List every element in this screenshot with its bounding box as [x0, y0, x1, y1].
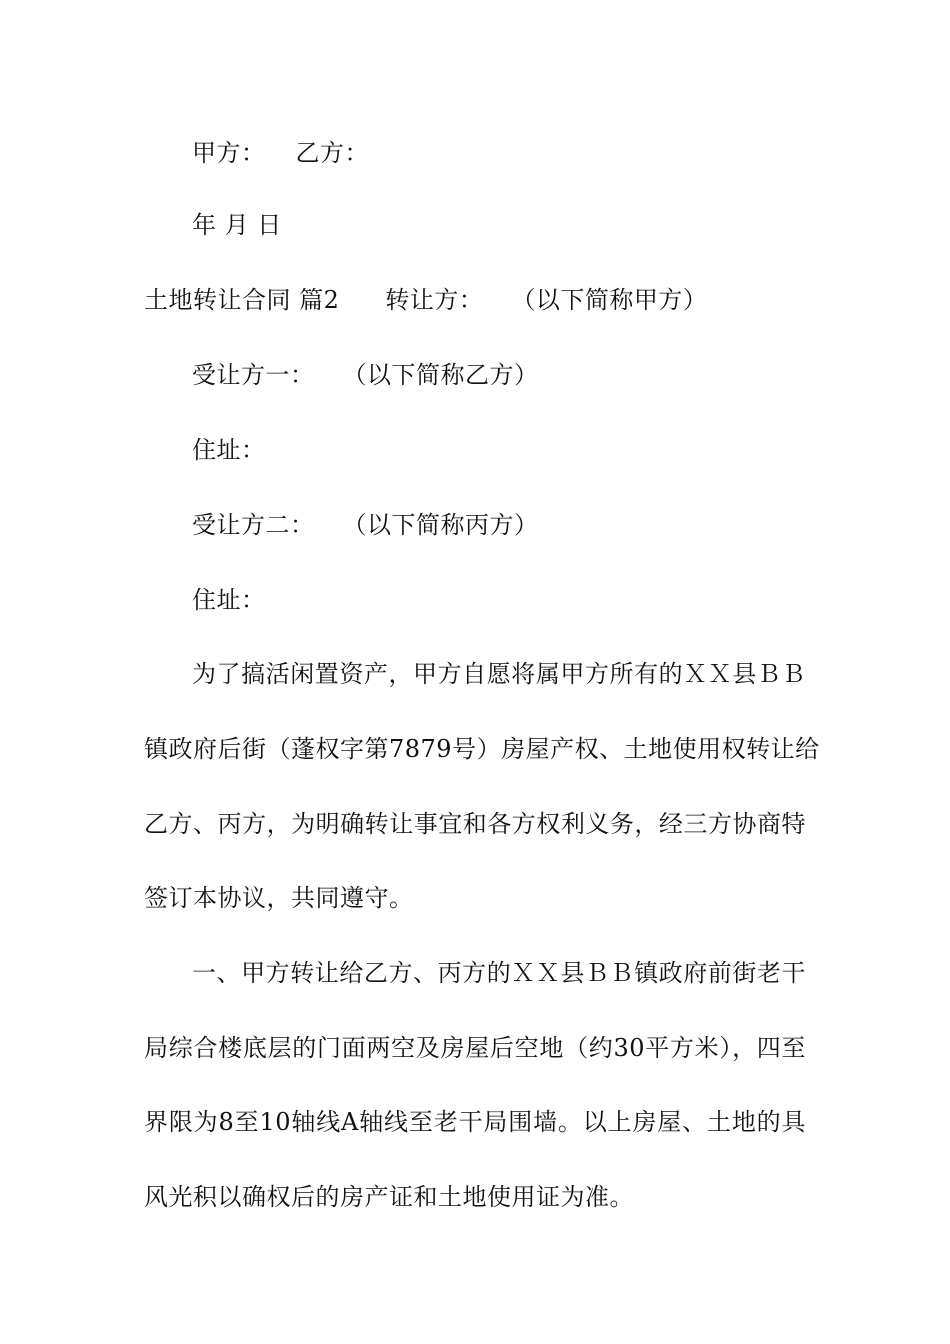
transferor-note: （以下简称甲方） — [511, 286, 708, 314]
paragraph-1-line: 镇政府后街（蓬权字第7879号）房屋产权、土地使用权转让给 — [144, 735, 820, 763]
signature-line — [192, 137, 806, 169]
paragraph-1-line: 为了搞活闲置资产，甲方自愿将属甲方所有的ＸＸ县ＢＢ — [192, 660, 806, 688]
date-line: 年 月 日 — [192, 211, 282, 239]
address-two: 住址： — [192, 586, 266, 614]
party-a-label: 甲方： — [192, 139, 266, 167]
paragraph-1-line: 乙方、丙方，为明确转让事宜和各方权利义务，经三方协商特 — [144, 810, 806, 838]
transferee-two-line — [192, 509, 806, 541]
paragraph-2-line: 界限为8至10轴线A轴线至老干局围墙。以上房屋、土地的具 — [144, 1108, 806, 1136]
section-title: 土地转让合同 篇2 — [144, 286, 340, 314]
paragraph-2-line: 局综合楼底层的门面两空及房屋后空地（约30平方米），四至 — [144, 1034, 806, 1062]
transferee-two-note: （以下简称丙方） — [342, 511, 539, 539]
paragraph-2-line: 一、甲方转让给乙方、丙方的ＸＸ县ＢＢ镇政府前街老干 — [192, 959, 806, 987]
section-heading-line — [144, 284, 806, 316]
paragraph-1-line: 签订本协议，共同遵守。 — [144, 884, 414, 912]
address-one: 住址： — [192, 436, 266, 464]
transferee-one-label: 受让方一： — [192, 361, 315, 389]
transferee-one-note: （以下简称乙方） — [342, 361, 539, 389]
transferor-label: 转让方： — [385, 286, 484, 314]
paragraph-2-line: 风光积以确权后的房产证和土地使用证为准。 — [144, 1183, 634, 1211]
party-b-label: 乙方： — [295, 139, 369, 167]
transferee-two-label: 受让方二： — [192, 511, 315, 539]
transferee-one-line — [192, 359, 806, 391]
